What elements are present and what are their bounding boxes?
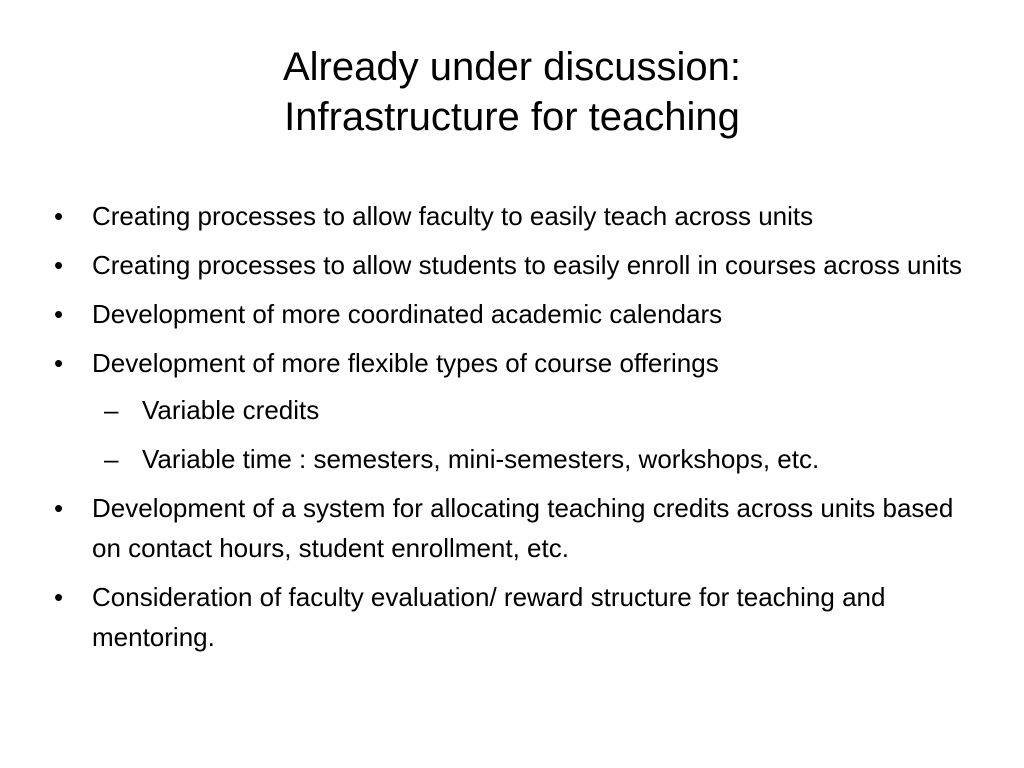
- dash-icon: –: [104, 395, 119, 425]
- sub-bullet-text: Variable credits: [142, 395, 320, 425]
- bullet-item: [52, 294, 972, 334]
- bullet-text: Creating processes to allow students to easily enroll in courses across units: [92, 250, 962, 280]
- bullet-text: Development of more flexible types of course offerings: [92, 348, 719, 378]
- bullet-icon: •: [54, 493, 64, 523]
- slide-title: [80, 42, 944, 142]
- dash-icon: –: [104, 444, 119, 474]
- bullet-item: [52, 488, 972, 568]
- bullet-text: Development of a system for allocating teaching credits across units based on contact hours, student enrollment, etc.: [92, 493, 954, 563]
- bullet-icon: •: [54, 250, 64, 280]
- sub-bullet-text: Variable time : semesters, mini-semesters, workshops, etc.: [142, 444, 820, 474]
- bullet-item: [52, 196, 972, 236]
- bullet-list: [52, 196, 972, 666]
- bullet-item: [52, 245, 972, 285]
- title-line-2: Infrastructure for teaching: [284, 95, 740, 139]
- bullet-item: [52, 343, 972, 479]
- sub-bullet-list: [92, 390, 972, 479]
- bullet-icon: •: [54, 299, 64, 329]
- sub-bullet-item: [98, 439, 972, 479]
- bullet-icon: •: [54, 582, 64, 612]
- sub-bullet-item: [98, 390, 972, 430]
- title-line-1: Already under discussion:: [282, 45, 742, 89]
- bullet-text: Creating processes to allow faculty to easily teach across units: [92, 201, 814, 231]
- bullet-item: [52, 577, 972, 657]
- bullet-icon: •: [54, 348, 64, 378]
- bullet-text: Consideration of faculty evaluation/ reward structure for teaching and mentoring.: [92, 582, 886, 652]
- bullet-icon: •: [54, 201, 64, 231]
- bullet-text: Development of more coordinated academic calendars: [92, 299, 723, 329]
